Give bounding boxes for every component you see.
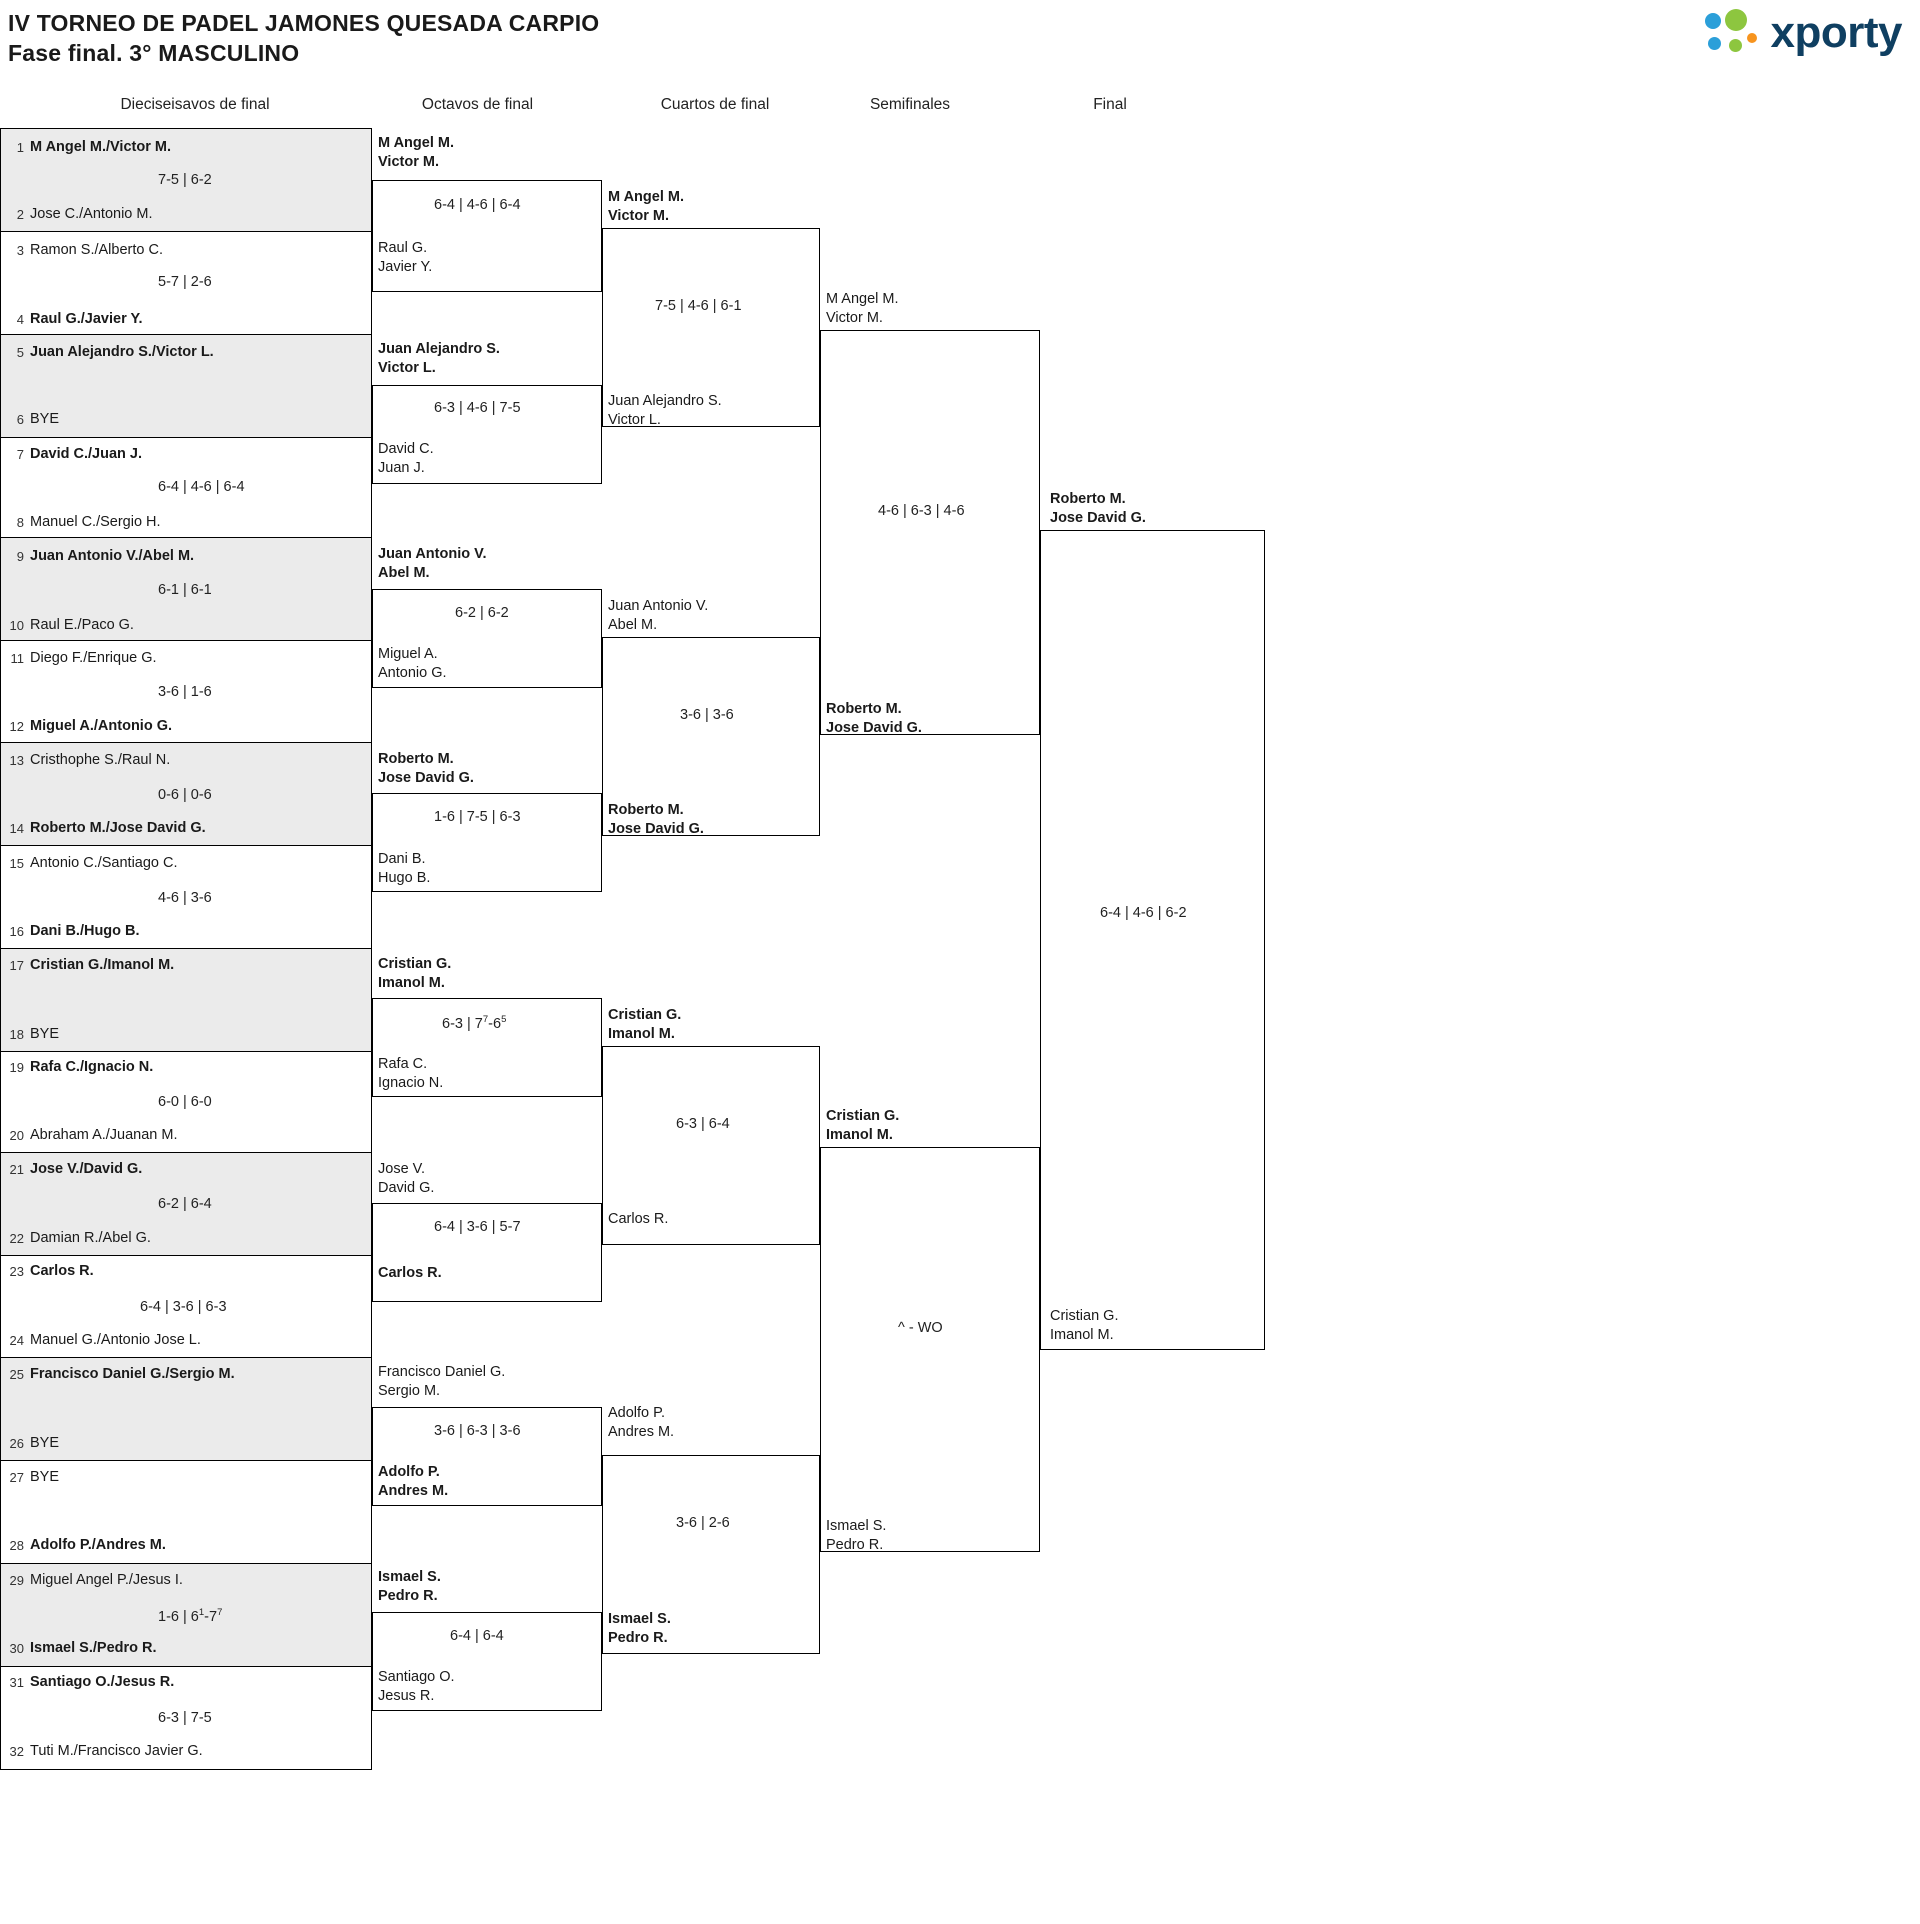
- r32-team-24: Manuel G./Antonio Jose L.: [30, 1332, 201, 1348]
- r32-score-12: 6-4 | 3-6 | 6-3: [140, 1299, 227, 1315]
- seed-3: 3: [16, 243, 24, 258]
- seed-7: 7: [16, 447, 24, 462]
- seed-9: 9: [16, 549, 24, 564]
- r32-team-14: Roberto M./Jose David G.: [30, 820, 206, 836]
- r16-team-7d: Andres M.: [378, 1483, 449, 1499]
- r32-team-15: Antonio C./Santiago C.: [30, 855, 178, 871]
- r16-team-6a: Jose V.: [378, 1161, 426, 1177]
- logo-text: xporty: [1770, 8, 1902, 57]
- qf-team-4c: Ismael S.: [608, 1611, 671, 1627]
- qf-team-3a: Cristian G.: [608, 1007, 682, 1023]
- r32-score-7: 0-6 | 0-6: [158, 787, 212, 803]
- seed-30: 30: [9, 1641, 24, 1656]
- r32-team-4: Raul G./Javier Y.: [30, 311, 143, 327]
- r32-team-22: Damian R./Abel G.: [30, 1230, 151, 1246]
- r32-team-17: Cristian G./Imanol M.: [30, 957, 175, 973]
- r16-team-1a: M Angel M.: [378, 135, 454, 151]
- sf-team-1c: Roberto M.: [826, 701, 902, 717]
- r32-team-26: BYE: [30, 1435, 60, 1451]
- seed-14: 14: [9, 821, 24, 836]
- seed-24: 24: [9, 1333, 24, 1348]
- r32-team-21: Jose V./David G.: [30, 1161, 143, 1177]
- final-team-2b: Imanol M.: [1050, 1327, 1114, 1343]
- qf-team-2a: Juan Antonio V.: [608, 598, 709, 614]
- seed-32: 32: [9, 1744, 24, 1759]
- qf-team-2c: Roberto M.: [608, 802, 684, 818]
- qf-team-3b: Imanol M.: [608, 1026, 675, 1042]
- final-score: 6-4 | 4-6 | 6-2: [1100, 905, 1187, 921]
- qf-team-2d: Jose David G.: [608, 821, 704, 837]
- r32-team-27: BYE: [30, 1469, 60, 1485]
- r16-team-4a: Roberto M.: [378, 751, 454, 767]
- r16-team-7c: Adolfo P.: [378, 1464, 440, 1480]
- r16-team-1d: Javier Y.: [378, 259, 433, 275]
- seed-20: 20: [9, 1128, 24, 1143]
- qf-team-3c: Carlos R.: [608, 1211, 669, 1227]
- r32-team-6: BYE: [30, 411, 60, 427]
- r16-team-7b: Sergio M.: [378, 1383, 441, 1399]
- final-team-1a: Roberto M.: [1050, 491, 1126, 507]
- r16-team-2c: David C.: [378, 441, 434, 457]
- r32-team-12: Miguel A./Antonio G.: [30, 718, 173, 734]
- r32-score-16: 6-3 | 7-5: [158, 1710, 212, 1726]
- round-heading-final: Final: [1093, 96, 1127, 113]
- r16-score-5: 6-3 | $7^7-6^5$: [442, 1014, 507, 1032]
- r32-score-4: 6-4 | 4-6 | 6-4: [158, 479, 245, 495]
- r32-column-border: [0, 128, 372, 1770]
- r16-score-3: 6-2 | 6-2: [455, 605, 509, 621]
- xporty-logo: [1705, 8, 1902, 58]
- r32-team-8: Manuel C./Sergio H.: [30, 514, 161, 530]
- qf-team-2b: Abel M.: [608, 617, 658, 633]
- logo-dots-icon: [1705, 9, 1761, 57]
- divider: [0, 231, 372, 232]
- divider: [0, 437, 372, 438]
- seed-16: 16: [9, 924, 24, 939]
- r16-score-7: 3-6 | 6-3 | 3-6: [434, 1423, 521, 1439]
- seed-17: 17: [9, 958, 24, 973]
- r16-box-6: [372, 1203, 602, 1302]
- tournament-title: IV TORNEO DE PADEL JAMONES QUESADA CARPIO: [8, 10, 600, 36]
- r16-team-3c: Miguel A.: [378, 646, 438, 662]
- sf-team-1b: Victor M.: [826, 310, 883, 326]
- qf-score-3: 6-3 | 6-4: [676, 1116, 730, 1132]
- seed-6: 6: [16, 412, 24, 427]
- sf-box-1: [820, 330, 1040, 735]
- r16-team-2b: Victor L.: [378, 360, 436, 376]
- r16-score-1: 6-4 | 4-6 | 6-4: [434, 197, 521, 213]
- r32-score-2: 5-7 | 2-6: [158, 274, 212, 290]
- r32-team-13: Cristhophe S./Raul N.: [30, 752, 171, 768]
- r16-score-8: 6-4 | 6-4: [450, 1628, 504, 1644]
- sf-team-2d: Pedro R.: [826, 1537, 884, 1553]
- divider: [0, 1152, 372, 1153]
- seed-10: 10: [9, 618, 24, 633]
- r32-score-10: 6-0 | 6-0: [158, 1094, 212, 1110]
- sf-team-2c: Ismael S.: [826, 1518, 887, 1534]
- r16-team-8b: Pedro R.: [378, 1588, 438, 1604]
- sf-team-1a: M Angel M.: [826, 291, 899, 307]
- final-team-2a: Cristian G.: [1050, 1308, 1119, 1324]
- r32-team-29: Miguel Angel P./Jesus I.: [30, 1572, 183, 1588]
- r32-team-23: Carlos R.: [30, 1263, 94, 1279]
- r32-team-31: Santiago O./Jesus R.: [30, 1674, 175, 1690]
- r32-score-8: 4-6 | 3-6: [158, 890, 212, 906]
- r32-score-11: 6-2 | 6-4: [158, 1196, 212, 1212]
- round-heading-qf: Cuartos de final: [660, 96, 770, 113]
- divider: [0, 845, 372, 846]
- divider: [0, 1563, 372, 1564]
- r16-team-5c: Rafa C.: [378, 1056, 428, 1072]
- r16-team-4c: Dani B.: [378, 851, 426, 867]
- page-title: [8, 8, 1108, 68]
- r16-team-3d: Antonio G.: [378, 665, 447, 681]
- seed-1: 1: [16, 140, 24, 155]
- qf-score-1: 7-5 | 4-6 | 6-1: [655, 298, 742, 314]
- r32-team-16: Dani B./Hugo B.: [30, 923, 140, 939]
- r32-team-11: Diego F./Enrique G.: [30, 650, 157, 666]
- r16-team-2d: Juan J.: [378, 460, 425, 476]
- r16-team-8a: Ismael S.: [378, 1569, 441, 1585]
- round-heading-sf: Semifinales: [869, 96, 951, 113]
- sf-box-2: [820, 1147, 1040, 1552]
- r16-score-2: 6-3 | 4-6 | 7-5: [434, 400, 521, 416]
- r32-team-32: Tuti M./Francisco Javier G.: [30, 1743, 203, 1759]
- qf-team-1b: Victor M.: [608, 208, 669, 224]
- seed-31: 31: [9, 1675, 24, 1690]
- divider: [0, 334, 372, 335]
- seed-4: 4: [16, 312, 24, 327]
- seed-19: 19: [9, 1060, 24, 1075]
- qf-team-4a: Adolfo P.: [608, 1405, 665, 1421]
- qf-team-1a: M Angel M.: [608, 189, 684, 205]
- seed-15: 15: [9, 856, 24, 871]
- r32-score-5: 6-1 | 6-1: [158, 582, 212, 598]
- r16-team-8d: Jesus R.: [378, 1688, 435, 1704]
- r16-team-3a: Juan Antonio V.: [378, 546, 487, 562]
- r16-team-1c: Raul G.: [378, 240, 428, 256]
- divider: [0, 1357, 372, 1358]
- r16-team-4b: Jose David G.: [378, 770, 474, 786]
- r16-team-2a: Juan Alejandro S.: [378, 341, 500, 357]
- sf-team-1d: Jose David G.: [826, 720, 922, 736]
- r32-team-10: Raul E./Paco G.: [30, 617, 134, 633]
- seed-21: 21: [9, 1162, 24, 1177]
- r16-score-6: 6-4 | 3-6 | 5-7: [434, 1219, 521, 1235]
- seed-25: 25: [9, 1367, 24, 1382]
- r16-team-4d: Hugo B.: [378, 870, 431, 886]
- r32-team-1: M Angel M./Victor M.: [30, 139, 171, 155]
- round-heading-r32: Dieciseisavos de final: [120, 96, 270, 113]
- seed-18: 18: [9, 1027, 24, 1042]
- seed-29: 29: [9, 1573, 24, 1588]
- divider: [0, 1460, 372, 1461]
- r16-team-5b: Imanol M.: [378, 975, 445, 991]
- divider: [0, 1255, 372, 1256]
- qf-team-4b: Andres M.: [608, 1424, 675, 1440]
- divider: [0, 1666, 372, 1667]
- qf-team-4d: Pedro R.: [608, 1630, 668, 1646]
- seed-13: 13: [9, 753, 24, 768]
- divider: [0, 640, 372, 641]
- seed-8: 8: [16, 515, 24, 530]
- seed-22: 22: [9, 1231, 24, 1246]
- seed-2: 2: [16, 207, 24, 222]
- r16-team-6c: Carlos R.: [378, 1265, 442, 1281]
- tournament-subtitle: Fase final. 3° MASCULINO: [8, 40, 300, 66]
- divider: [0, 537, 372, 538]
- r32-score-1: 7-5 | 6-2: [158, 172, 212, 188]
- r16-score-4: 1-6 | 7-5 | 6-3: [434, 809, 521, 825]
- r32-team-5: Juan Alejandro S./Victor L.: [30, 344, 214, 360]
- r16-team-8c: Santiago O.: [378, 1669, 455, 1685]
- r32-team-3: Ramon S./Alberto C.: [30, 242, 163, 258]
- qf-team-1d: Victor L.: [608, 412, 661, 428]
- final-team-1b: Jose David G.: [1050, 510, 1146, 526]
- sf-score-1: 4-6 | 6-3 | 4-6: [878, 503, 965, 519]
- r16-team-5d: Ignacio N.: [378, 1075, 444, 1091]
- r32-team-25: Francisco Daniel G./Sergio M.: [30, 1366, 235, 1382]
- r16-team-3b: Abel M.: [378, 565, 430, 581]
- seed-28: 28: [9, 1538, 24, 1553]
- seed-27: 27: [9, 1470, 24, 1485]
- r16-team-5a: Cristian G.: [378, 956, 452, 972]
- r32-score-6: 3-6 | 1-6: [158, 684, 212, 700]
- qf-team-1c: Juan Alejandro S.: [608, 393, 722, 409]
- r16-team-6b: David G.: [378, 1180, 435, 1196]
- sf-team-2a: Cristian G.: [826, 1108, 900, 1124]
- r16-team-7a: Francisco Daniel G.: [378, 1364, 506, 1380]
- divider: [0, 948, 372, 949]
- seed-12: 12: [9, 719, 24, 734]
- seed-5: 5: [16, 345, 24, 360]
- r32-team-30: Ismael S./Pedro R.: [30, 1640, 157, 1656]
- sf-score-2: ^ - WO: [898, 1320, 943, 1336]
- final-box: [1040, 530, 1265, 1350]
- seed-11: 11: [10, 651, 24, 666]
- r16-team-1b: Victor M.: [378, 154, 439, 170]
- seed-23: 23: [9, 1264, 24, 1279]
- qf-score-2: 3-6 | 3-6: [680, 707, 734, 723]
- r32-team-9: Juan Antonio V./Abel M.: [30, 548, 195, 564]
- divider: [0, 742, 372, 743]
- r32-team-2: Jose C./Antonio M.: [30, 206, 153, 222]
- r32-team-20: Abraham A./Juanan M.: [30, 1127, 178, 1143]
- r32-team-7: David C./Juan J.: [30, 446, 143, 462]
- round-heading-r16: Octavos de final: [421, 96, 534, 113]
- r32-team-18: BYE: [30, 1026, 60, 1042]
- r32-team-19: Rafa C./Ignacio N.: [30, 1059, 154, 1075]
- qf-score-4: 3-6 | 2-6: [676, 1515, 730, 1531]
- sf-team-2b: Imanol M.: [826, 1127, 893, 1143]
- r32-team-28: Adolfo P./Andres M.: [30, 1537, 166, 1553]
- r32-score-15: 1-6 | $6^1-7^7$: [158, 1607, 223, 1625]
- divider: [0, 1051, 372, 1052]
- seed-26: 26: [9, 1436, 24, 1451]
